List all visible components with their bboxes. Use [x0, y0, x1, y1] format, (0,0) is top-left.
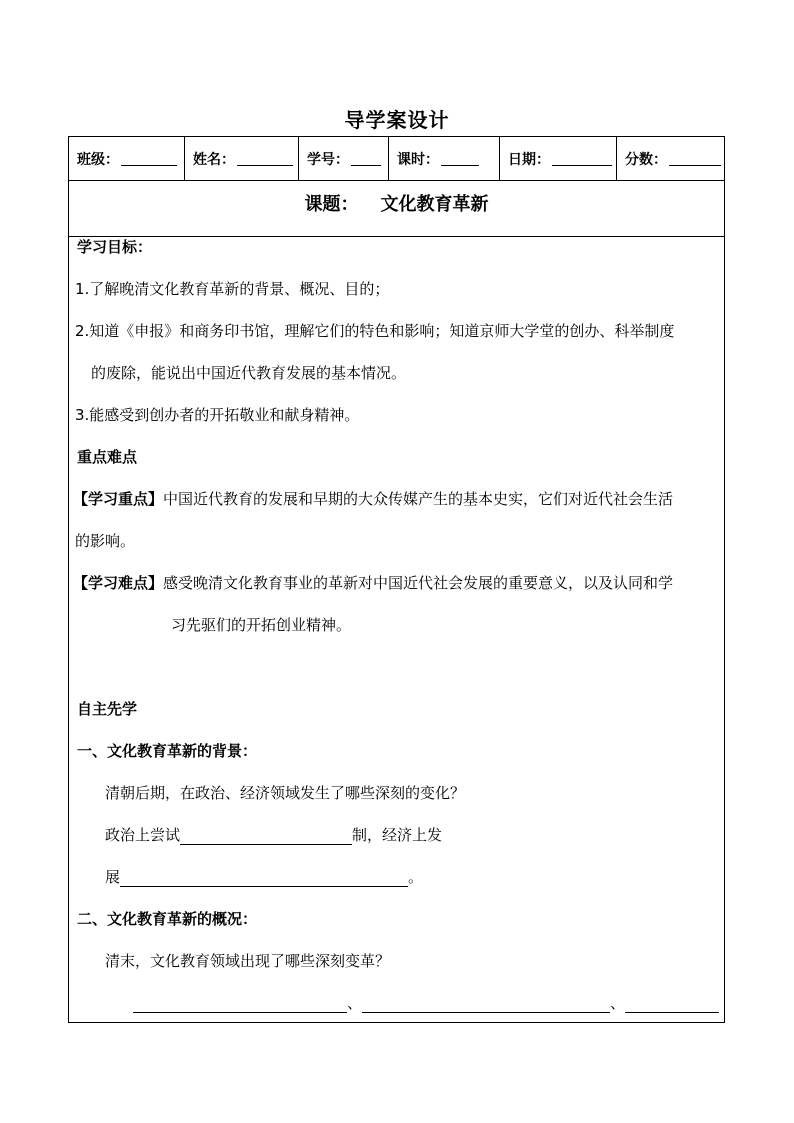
- id-label: 学号：: [307, 151, 349, 168]
- difficulty-label: 【学习难点】: [73, 574, 164, 592]
- reform-blank-1[interactable]: [133, 996, 347, 1013]
- name-cell: [185, 137, 299, 180]
- section-1-fill-a: [105, 825, 442, 845]
- worksheet-table: [68, 136, 725, 1023]
- section-2-fill: [133, 993, 719, 1013]
- section-2-heading: 二、文化教育革新的概况：: [77, 910, 258, 928]
- reform-blank-3[interactable]: [625, 996, 719, 1013]
- period-cell: [389, 137, 500, 180]
- fill-a-suffix: 制，经济上发: [352, 826, 443, 844]
- objective-2-line-1: 2.知道《申报》和商务印书馆，理解它们的特色和影响；知道京师大学堂的创办、科举制度: [75, 322, 675, 340]
- key-points-heading: 重点难点: [77, 448, 138, 466]
- id-cell: [299, 137, 389, 180]
- class-field[interactable]: [121, 151, 177, 166]
- score-field[interactable]: [669, 151, 721, 166]
- section-1-heading: 一、文化教育革新的背景：: [77, 742, 258, 760]
- fill-b-suffix: 。: [408, 868, 424, 886]
- date-field[interactable]: [552, 151, 612, 166]
- fill-a-prefix: 政治上尝试: [105, 826, 181, 844]
- focus-text: 中国近代教育的发展和早期的大众传媒产生的基本史实，它们对近代社会生活: [163, 490, 674, 508]
- political-system-blank[interactable]: [180, 828, 352, 845]
- section-1-question: 清朝后期，在政治、经济领域发生了哪些深刻的变化？: [105, 784, 466, 802]
- class-cell: [69, 137, 185, 180]
- topic-name: 文化教育革新: [380, 194, 489, 215]
- difficulty-text: 感受晚清文化教育事业的革新对中国近代社会发展的重要意义，以及认同和学: [163, 574, 674, 592]
- name-field[interactable]: [237, 151, 293, 166]
- id-field[interactable]: [351, 151, 381, 166]
- reform-blank-2[interactable]: [362, 996, 610, 1013]
- section-2-question: 清末，文化教育领域出现了哪些深刻变革？: [105, 952, 391, 970]
- self-study-heading: 自主先学: [77, 700, 138, 718]
- objective-1: 1.了解晚清文化教育革新的背景、概况、目的；: [75, 280, 390, 298]
- class-label: 班级：: [77, 151, 119, 168]
- score-label: 分数：: [625, 151, 667, 168]
- topic-heading: [69, 190, 724, 216]
- separator-2: 、: [610, 994, 626, 1012]
- fill-b-prefix: 展: [105, 868, 121, 886]
- section-1-fill-b: [105, 867, 423, 887]
- period-field[interactable]: [441, 151, 479, 166]
- economic-development-blank[interactable]: [120, 870, 408, 887]
- focus-line-2: 的影响。: [75, 532, 136, 550]
- separator-1: 、: [347, 994, 363, 1012]
- page-title: 导学案设计: [344, 108, 450, 132]
- topic-row: [69, 180, 724, 237]
- topic-label: 课题：: [304, 194, 359, 215]
- date-label: 日期：: [508, 151, 550, 168]
- date-cell: [500, 137, 617, 180]
- difficulty-line-1: [73, 573, 673, 593]
- score-cell: [617, 137, 724, 180]
- focus-label: 【学习重点】: [73, 490, 164, 508]
- period-label: 课时：: [397, 151, 439, 168]
- name-label: 姓名：: [193, 151, 235, 168]
- objective-2-line-2: 的废除，能说出中国近代教育发展的基本情况。: [91, 364, 407, 382]
- focus-line-1: [73, 489, 673, 509]
- student-info-row: [69, 137, 724, 181]
- objective-3: 3.能感受到创办者的开拓敬业和献身精神。: [75, 406, 360, 424]
- objectives-heading: 学习目标：: [77, 238, 153, 256]
- difficulty-line-2: 习先驱们的开拓创业精神。: [171, 616, 352, 634]
